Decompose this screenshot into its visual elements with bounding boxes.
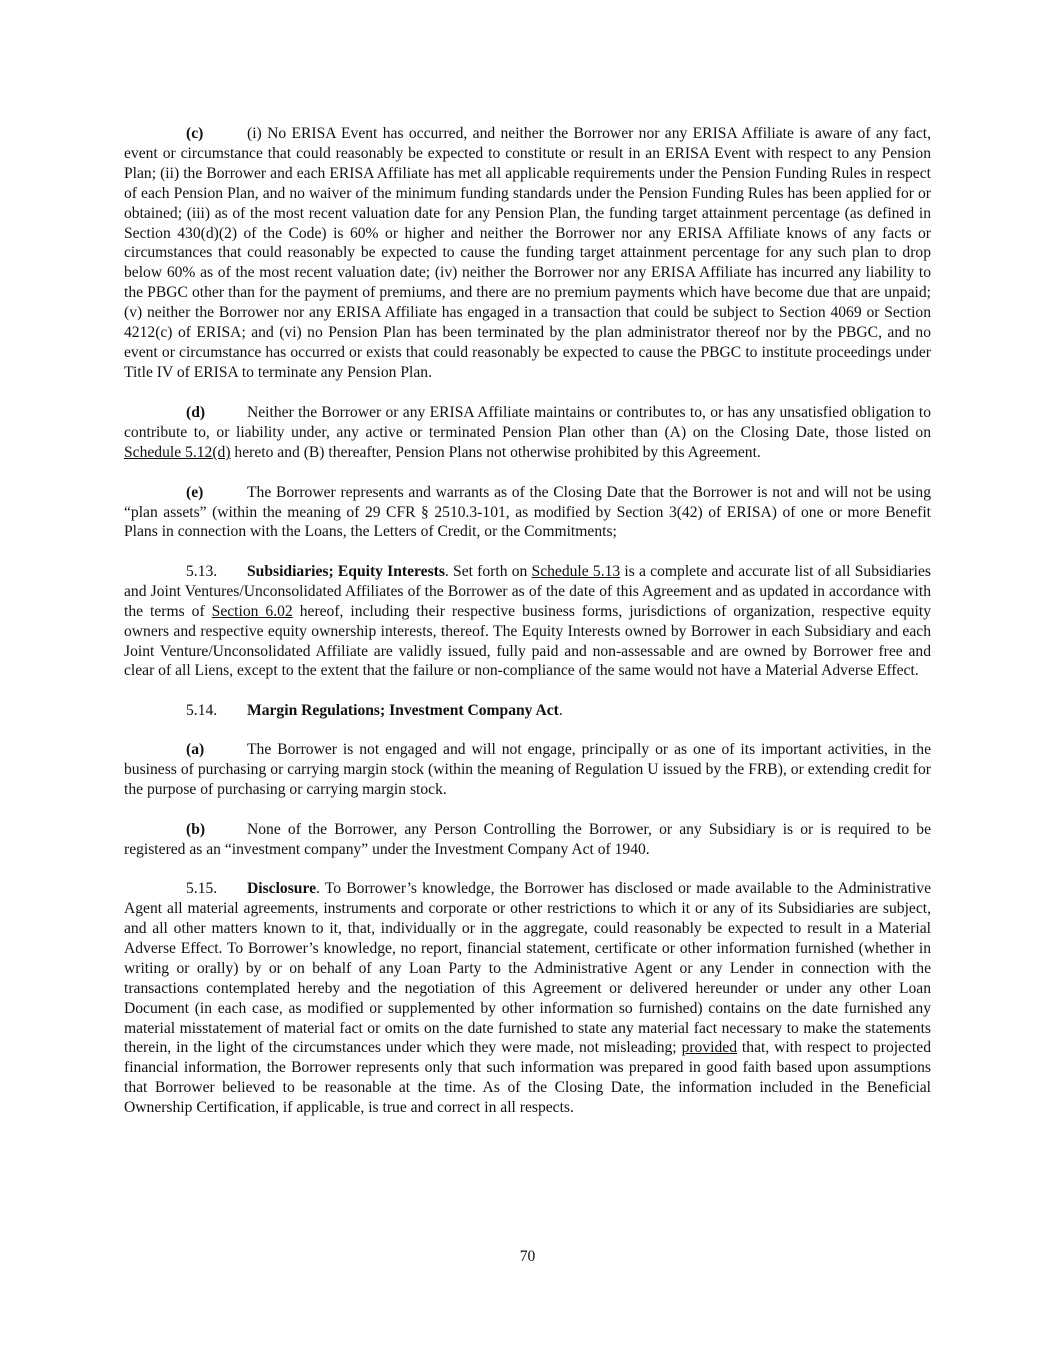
section-5-13: [124, 562, 931, 681]
section-text: . To Borrower’s knowledge, the Borrower has disclosed or made available to the Administrative Agent all material agreements, instruments and corporate or other restrictions to which it or any of its Subsidiaries are subject, and all other matters known to it, that, individually or in the aggregate, could reasonably be expected to result in a Material Adverse Effect. To Borrower’s knowledge, no report, financial statement, certificate or other information furnished (whether in writing or orally) by or on behalf of any Loan Party to the Administrative Agent or any Lender in connection with the transactions contemplated hereby and the negotiation of this Agreement or delivered hereunder or under any other Loan Document (in each case, as modified or supplemented by other information so furnished) contains on the date furnished any material misstatement of material fact or omits on the date furnished to state any material fact necessary to make the statements therein, in the light of the circumstances under which they were made, not misleading;: [124, 880, 931, 1057]
provided-term: provided: [681, 1039, 737, 1057]
paragraph-c: [124, 124, 931, 383]
paragraph-label: (a): [186, 741, 205, 759]
section-title: Disclosure: [247, 880, 317, 898]
paragraph-text: (i) No ERISA Event has occurred, and neither the Borrower nor any ERISA Affiliate is aware of any fact, event or circumstance that could reasonably be expected to constitute or result in an ERISA Event with respect to any Pension Plan; (ii) the Borrower and each ERISA Affiliate has met all applicable requirements under the Pension Funding Rules in respect of each Pension Plan, and no waiver of the minimum funding standards under the Pension Funding Rules has been applied for or obtained; (iii) as of the most recent valuation date for any Pension Plan, the funding target attainment percentage (as defined in Section 430(d)(2) of the Code) is 60% or higher and neither the Borrower nor any ERISA Affiliate knows of any facts or circumstances that could reasonably be expected to cause the funding target attainment percentage for any such plan to drop below 60% as of the most recent valuation date; (iv) neither the Borrower nor any ERISA Affiliate has incurred any liability to the PBGC other than for the payment of premiums, and there are no premium payments which have become due that are unpaid; (v) neither the Borrower nor any ERISA Affiliate has engaged in a transaction that could be subject to Section 4069 or Section 4212(c) of ERISA; and (vi) no Pension Plan has been terminated by the plan administrator thereof nor by the PBGC, and no event or circumstance has occurred or exists that could reasonably be expected to cause the PBGC to institute proceedings under Title IV of ERISA to terminate any Pension Plan.: [124, 125, 931, 381]
paragraph-e: [124, 483, 931, 543]
paragraph-text: Neither the Borrower or any ERISA Affiliate maintains or contributes to, or has any unsatisfied obligation to contribute to, or liability under, any active or terminated Pension Plan other than (A) on the Closing Date, those listed on: [124, 404, 931, 442]
section-number: 5.15.: [186, 880, 218, 898]
paragraph-d: [124, 403, 931, 463]
paragraph-5-14-a: [124, 740, 931, 800]
schedule-link: Schedule 5.12(d): [124, 444, 231, 462]
paragraph-label: (e): [186, 483, 204, 501]
section-text: . Set forth on: [444, 562, 532, 580]
section-number: 5.14.: [186, 701, 218, 719]
paragraph-text: hereto and (B) thereafter, Pension Plans not otherwise prohibited by this Agreement.: [230, 444, 761, 462]
section-link: Section 6.02: [211, 602, 293, 620]
section-5-14: [124, 701, 931, 721]
section-number: 5.13.: [186, 562, 218, 580]
paragraph-text: The Borrower represents and warrants as of the Closing Date that the Borrower is not and will not be using “plan assets” (within the meaning of 29 CFR § 2510.3-101, as modified by Section 3(42) of ERISA) of one or more Benefit Plans in connection with the Loans, the Letters of Credit, or the Commitments;: [124, 483, 931, 541]
paragraph-text: The Borrower is not engaged and will not engage, principally or as one of its important activities, in the business of purchasing or carrying margin stock (within the meaning of Regulation U issued by the FRB), or extending credit for the purpose of purchasing or carrying margin stock.: [124, 741, 931, 799]
section-text: hereof, including their respective business forms, jurisdictions of organization, respective equity owners and respective equity ownership interests, thereof. The Equity Interests owned by Borrower in each Subsidiary and each Joint Venture/Unconsolidated Affiliate are validly issued, fully paid and non-assessable and are owned by Borrower free and clear of all Liens, except to the extent that the failure or non-compliance of the same would not have a Material Adverse Effect.: [124, 602, 931, 680]
paragraph-label: (b): [186, 820, 206, 838]
schedule-link: Schedule 5.13: [531, 562, 621, 580]
page-number: 70: [519, 1248, 536, 1265]
section-title: Subsidiaries; Equity Interests: [247, 562, 445, 580]
paragraph-label: (c): [186, 125, 204, 142]
section-text: that, with respect to projected financial information, the Borrower represents only that such information was prepared in good faith based upon assumptions that Borrower believed to be reasonable at the time. As of the Closing Date, the information included in the Beneficial Ownership Certification, if applicable, is true and correct in all respects.: [124, 1039, 931, 1117]
section-text: is a complete and accurate list of all Subsidiaries and Joint Ventures/Unconsolidated Affiliates of the Borrower as of the date of this Agreement and as updated in accordance with the terms of: [124, 562, 931, 620]
paragraph-label: (d): [186, 404, 206, 422]
document-page: [124, 124, 931, 1138]
section-text: .: [558, 701, 563, 719]
paragraph-5-14-b: [124, 820, 931, 860]
section-5-15: [124, 879, 931, 1118]
paragraph-text: None of the Borrower, any Person Controlling the Borrower, or any Subsidiary is or is required to be registered as an “investment company” under the Investment Company Act of 1940.: [124, 820, 931, 858]
section-title: Margin Regulations; Investment Company Act: [247, 701, 559, 719]
